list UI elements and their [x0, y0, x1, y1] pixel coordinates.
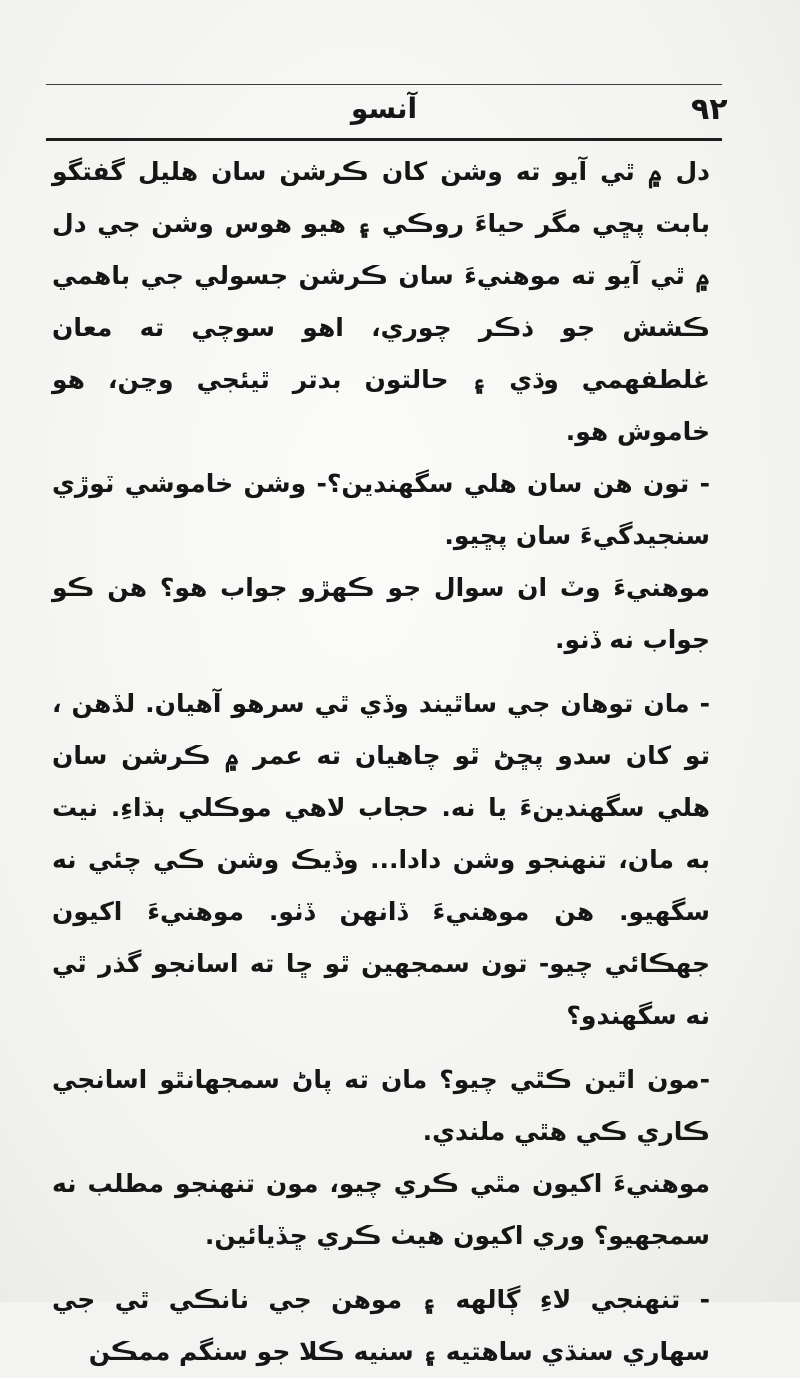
paragraph: موهنيءَ اکيون مٿي ڪري چيو، مون تنهنجو مطلب نه سمجهيو؟ وري اکيون هيٺ ڪري ڇڏيائين.	[52, 1169, 710, 1250]
paragraph: موهنيءَ وٽ ان سوال جو ڪهڙو جواب هو؟ هن ڪو جواب نه ڏنو.	[52, 573, 710, 654]
paragraph: - تنهنجي لاءِ ڳالهه ۽ موهن جي نانڪي ٿي جي سهاري سنڌي ساهتيه ۽ سنيه ڪلا جو سنگم ممڪن	[52, 1285, 710, 1366]
header-bottom-rule	[46, 138, 722, 141]
page-body	[52, 146, 710, 1378]
paragraph: دل ۾ ٿي آيو ته وشن کان ڪرشن سان هليل گفتگو بابت پڇي مگر حياءَ روڪي ۽ هيو هوس وشن جي دل ۾ ٿي آيو ته موهنيءَ سان ڪرشن جسولي جي باهمي ڪشش جو ذڪر چوري، اهو سوچي ته معان غلطفهمي وڌي ۽ حالتون بدتر ٿيئجي وڃن، هو خاموش هو.	[52, 157, 710, 446]
header-top-rule	[46, 84, 722, 85]
page-title: آنسو	[350, 92, 418, 125]
page-header	[46, 92, 728, 132]
page-number: ۹۲	[691, 92, 728, 127]
paragraph: - مان توهان جي ساٿيند وڏي ٿي سرهو آهيان. لڏهن ، تو کان سدو پڇڻ ٿو چاهيان ته عمر ۾ ڪرشن سان هلي سگهندينءَ يا نه. حجاب لاهي موڪلي ٻڌاءِ. نيت به مان، تنهنجو وشن دادا... وڏيڪ وشن ڪي چئي نه سگهيو. هن موهنيءَ ڏانهن ڏٺو. موهنيءَ اکيون جهڪائي چيو- تون سمجهين ٿو ڇا ته اسانجو گذر ٿي نه سگهندو؟	[52, 689, 710, 1030]
paragraph: - تون هن سان هلي سگهندين؟- وشن خاموشي ٽوڙي سنجيدگيءَ سان پڇيو.	[52, 469, 710, 550]
paragraph: -مون اٿين ڪٿي چيو؟ مان ته پاڻ سمجهانٿو اسانجي ڪاري ڪي هٿي ملندي.	[52, 1065, 710, 1146]
